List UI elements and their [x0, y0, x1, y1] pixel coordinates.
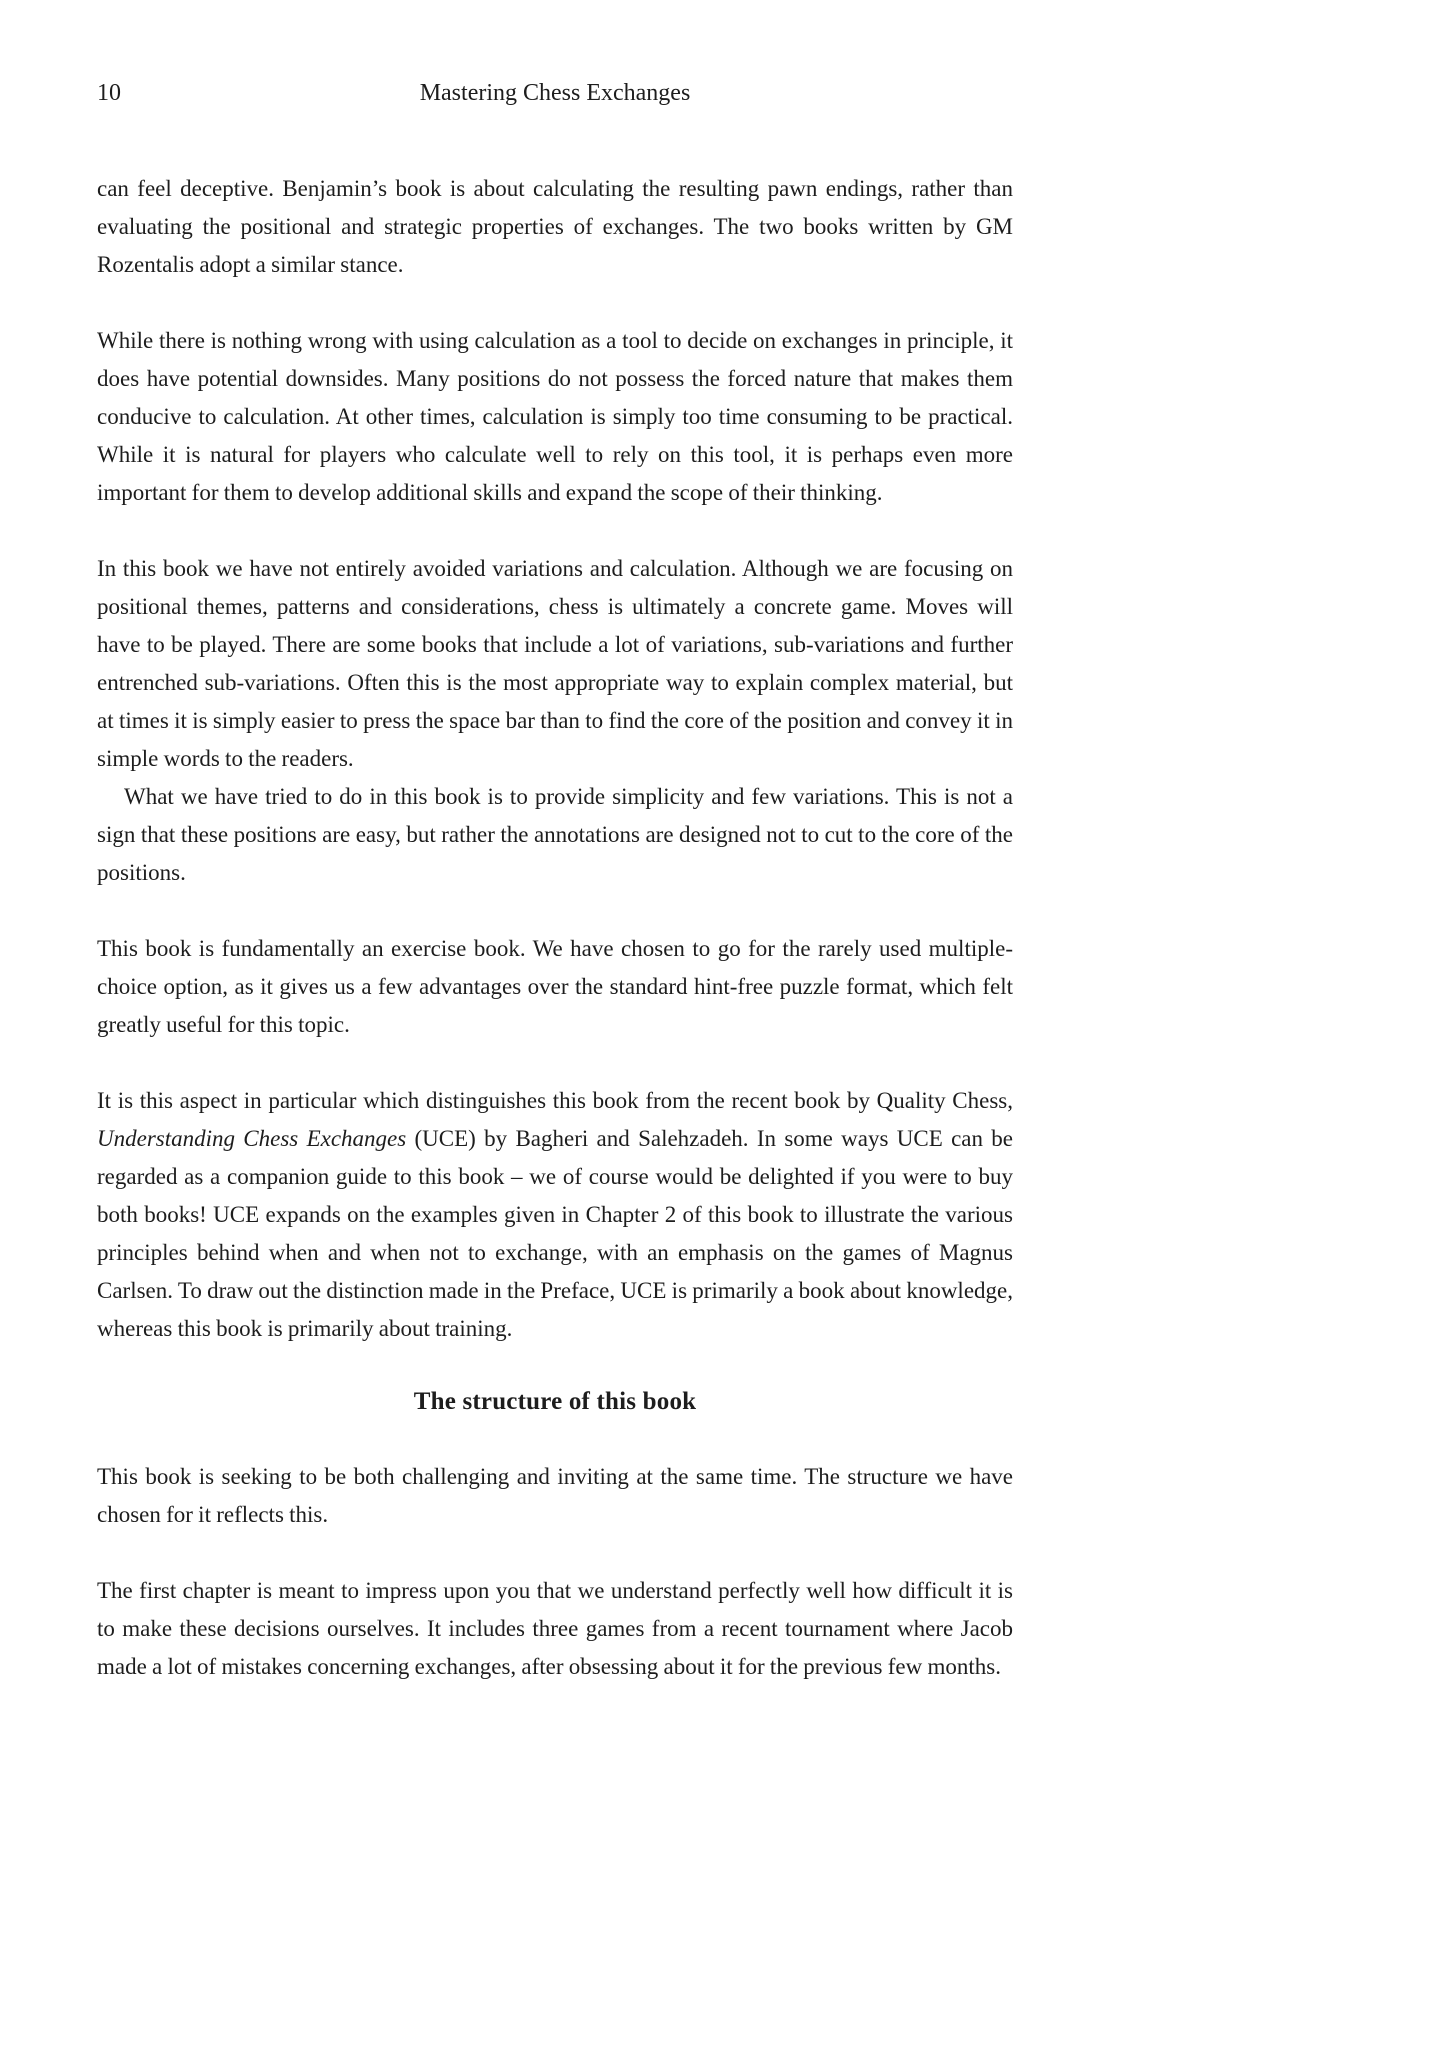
page-number: 10: [97, 80, 121, 106]
uce-book-title-italic: Understanding Chess Exchanges: [97, 1126, 407, 1151]
paragraph-benjamin-books: can feel deceptive. Benjamin’s book is about calculating the resulting pawn endings, rather than evaluating the positional and strategic properties of exchanges. The two books written by GM Rozentalis adopt a similar stance.: [97, 176, 1013, 277]
section-heading: The structure of this book: [413, 1388, 697, 1415]
uce-text-after: (UCE) by Bagheri and Salehzadeh. In some ways UCE can be regarded as a companion guide to this book – we of course would be delighted if you were to buy both books! UCE expands on the examples given in Chapter 2 of this book to illustrate the various principles behind when and when not to exchange, with an emphasis on the games of Magnus Carlsen. To draw out the distinction made in the Preface, UCE is primarily a book about knowledge, whereas this book is primarily about training.: [97, 1126, 1013, 1341]
paragraph-simplicity: What we have tried to do in this book is to provide simplicity and few variations. This is not a sign that these positions are easy, but rather the annotations are designed not to cut to the core of the positions.: [97, 784, 1013, 885]
paragraph-calculation-downsides: While there is nothing wrong with using calculation as a tool to decide on exchanges in principle, it does have potential downsides. Many positions do not possess the forced nature that makes them conducive to calculation. At other times, calculation is simply too time consuming to be practical. While it is natural for players who calculate well to rely on this tool, it is perhaps even more important for them to develop additional skills and expand the scope of their thinking.: [97, 328, 1013, 505]
paragraph-structure-intro: This book is seeking to be both challenging and inviting at the same time. The structure we have chosen for it reflects this.: [97, 1464, 1013, 1527]
paragraph-exercise-book: This book is fundamentally an exercise book. We have chosen to go for the rarely used multiple-choice option, as it gives us a few advantages over the standard hint-free puzzle format, which felt greatly useful for this topic.: [97, 936, 1013, 1037]
paragraph-first-chapter: The first chapter is meant to impress upon you that we understand perfectly well how difficult it is to make these decisions ourselves. It includes three games from a recent tournament where Jacob made a lot of mistakes concerning exchanges, after obsessing about it for the previous few months.: [97, 1578, 1013, 1679]
page-header: [97, 78, 1013, 112]
paragraph-variations: In this book we have not entirely avoided variations and calculation. Although we are focusing on positional themes, patterns and considerations, chess is ultimately a concrete game. Moves will have to be played. There are some books that include a lot of variations, sub-variations and further entrenched sub-variations. Often this is the most appropriate way to explain complex material, but at times it is simply easier to press the space bar than to find the core of the position and convey it in simple words to the readers.: [97, 556, 1013, 771]
uce-text-before: It is this aspect in particular which distinguishes this book from the recent book by Quality Chess,: [97, 1088, 1013, 1113]
text-column: [97, 78, 1013, 1724]
paragraph-uce-comparison: [97, 1082, 1013, 1348]
body-text: [97, 170, 1013, 1686]
running-title: Mastering Chess Exchanges: [419, 80, 691, 106]
